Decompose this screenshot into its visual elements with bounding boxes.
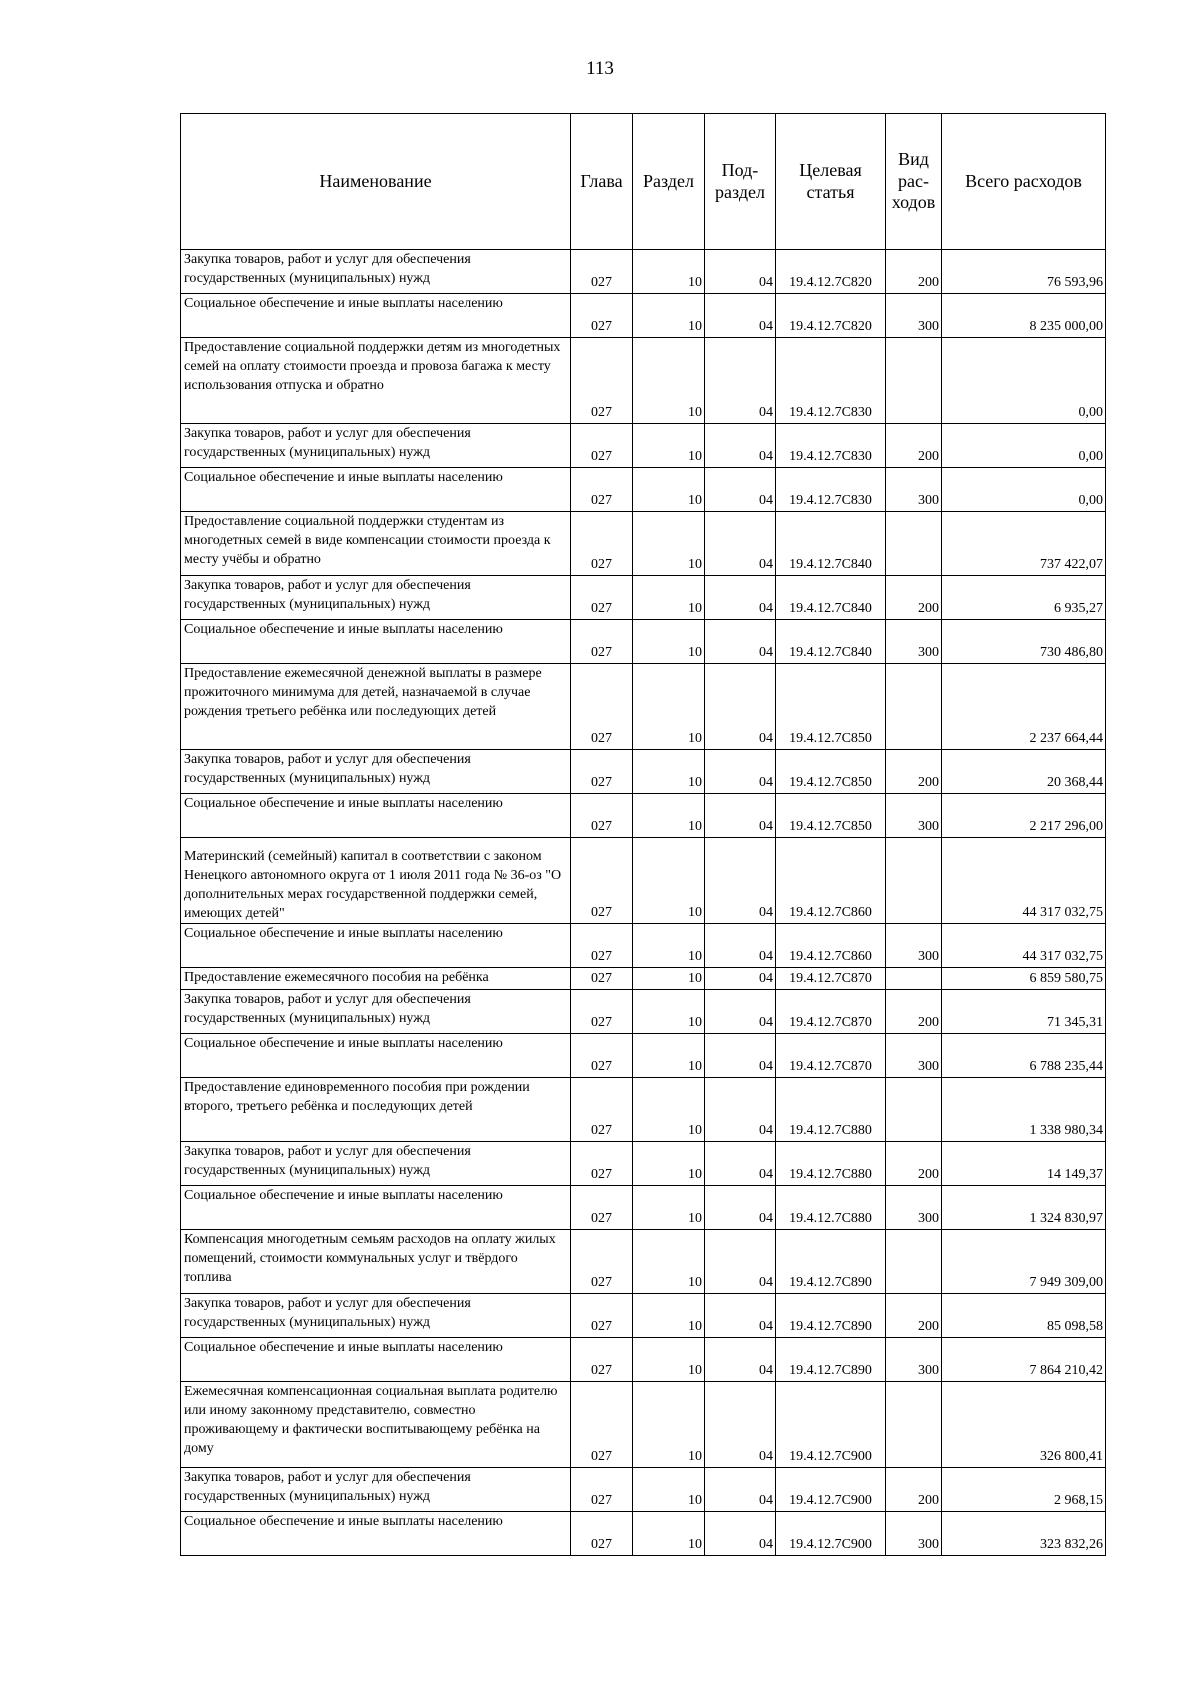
row-total: 14 149,37	[942, 1142, 1106, 1186]
row-expense-type: 300	[886, 1512, 942, 1556]
row-article: 19.4.12.7С850	[776, 750, 886, 794]
table-row	[181, 750, 1106, 794]
table-row	[181, 1382, 1106, 1468]
row-total: 7 864 210,42	[942, 1338, 1106, 1382]
row-total: 1 324 830,97	[942, 1186, 1106, 1230]
row-total: 2 217 296,00	[942, 794, 1106, 838]
table-row	[181, 664, 1106, 750]
row-expense-type	[886, 838, 942, 924]
row-name: Ежемесячная компенсационная социальная выплата родителю или иному законному представителю, совместно проживающему и фактически воспитывающему ребёнка на дому	[181, 1382, 571, 1468]
row-chapter: 027	[571, 838, 633, 924]
row-name: Предоставление единовременного пособия при рождении второго, третьего ребёнка и последующих детей	[181, 1078, 571, 1142]
row-section: 10	[633, 990, 705, 1034]
row-subsection: 04	[705, 838, 776, 924]
row-expense-type: 200	[886, 250, 942, 294]
row-chapter: 027	[571, 1142, 633, 1186]
row-expense-type: 300	[886, 620, 942, 664]
row-chapter: 027	[571, 1230, 633, 1294]
row-name: Компенсация многодетным семьям расходов на оплату жилых помещений, стоимости коммунальных услуг и твёрдого топлива	[181, 1230, 571, 1294]
row-chapter: 027	[571, 338, 633, 424]
row-name: Социальное обеспечение и иные выплаты населению	[181, 1186, 571, 1230]
row-article: 19.4.12.7С840	[776, 620, 886, 664]
row-expense-type	[886, 512, 942, 576]
row-total: 71 345,31	[942, 990, 1106, 1034]
row-section: 10	[633, 1078, 705, 1142]
table-row	[181, 990, 1106, 1034]
row-article: 19.4.12.7С840	[776, 512, 886, 576]
row-subsection: 04	[705, 1078, 776, 1142]
row-expense-type	[886, 1382, 942, 1468]
row-article: 19.4.12.7С830	[776, 338, 886, 424]
row-section: 10	[633, 794, 705, 838]
row-chapter: 027	[571, 1034, 633, 1078]
header-expense-type: Вид рас- ходов	[886, 114, 942, 250]
row-article: 19.4.12.7С820	[776, 250, 886, 294]
row-name: Социальное обеспечение и иные выплаты населению	[181, 1034, 571, 1078]
row-section: 10	[633, 1382, 705, 1468]
row-subsection: 04	[705, 1034, 776, 1078]
row-name: Предоставление социальной поддержки студентам из многодетных семей в виде компенсации стоимости проезда к месту учёбы и обратно	[181, 512, 571, 576]
row-expense-type	[886, 1230, 942, 1294]
row-expense-type: 300	[886, 924, 942, 968]
row-subsection: 04	[705, 924, 776, 968]
row-article: 19.4.12.7С850	[776, 794, 886, 838]
row-expense-type	[886, 338, 942, 424]
row-total: 6 859 580,75	[942, 968, 1106, 990]
row-subsection: 04	[705, 512, 776, 576]
row-subsection: 04	[705, 620, 776, 664]
row-total: 76 593,96	[942, 250, 1106, 294]
row-section: 10	[633, 1186, 705, 1230]
row-chapter: 027	[571, 1382, 633, 1468]
row-total: 2 968,15	[942, 1468, 1106, 1512]
row-article: 19.4.12.7С900	[776, 1512, 886, 1556]
row-total: 6 935,27	[942, 576, 1106, 620]
row-article: 19.4.12.7С890	[776, 1230, 886, 1294]
row-subsection: 04	[705, 424, 776, 468]
row-total: 44 317 032,75	[942, 838, 1106, 924]
row-name: Закупка товаров, работ и услуг для обеспечения государственных (муниципальных) нужд	[181, 990, 571, 1034]
row-expense-type: 200	[886, 1468, 942, 1512]
row-name: Предоставление социальной поддержки детям из многодетных семей на оплату стоимости проезда и провоза багажа к месту использования отпуска и обратно	[181, 338, 571, 424]
header-chapter: Глава	[571, 114, 633, 250]
header-subsection: Под- раздел	[705, 114, 776, 250]
row-section: 10	[633, 750, 705, 794]
row-total: 326 800,41	[942, 1382, 1106, 1468]
row-chapter: 027	[571, 968, 633, 990]
table-row	[181, 1468, 1106, 1512]
table-row	[181, 924, 1106, 968]
row-section: 10	[633, 468, 705, 512]
row-expense-type: 300	[886, 1186, 942, 1230]
table-row	[181, 1034, 1106, 1078]
table-row	[181, 424, 1106, 468]
table-row	[181, 1078, 1106, 1142]
row-expense-type: 300	[886, 794, 942, 838]
table-row	[181, 968, 1106, 990]
row-subsection: 04	[705, 1468, 776, 1512]
row-article: 19.4.12.7С860	[776, 924, 886, 968]
row-total: 730 486,80	[942, 620, 1106, 664]
row-article: 19.4.12.7С900	[776, 1382, 886, 1468]
row-name: Закупка товаров, работ и услуг для обеспечения государственных (муниципальных) нужд	[181, 424, 571, 468]
row-article: 19.4.12.7С820	[776, 294, 886, 338]
row-expense-type: 200	[886, 576, 942, 620]
row-chapter: 027	[571, 794, 633, 838]
table-row	[181, 338, 1106, 424]
table-row	[181, 620, 1106, 664]
row-name: Социальное обеспечение и иные выплаты населению	[181, 468, 571, 512]
row-article: 19.4.12.7С880	[776, 1142, 886, 1186]
row-name: Закупка товаров, работ и услуг для обеспечения государственных (муниципальных) нужд	[181, 576, 571, 620]
row-section: 10	[633, 1142, 705, 1186]
row-chapter: 027	[571, 576, 633, 620]
budget-table	[180, 113, 1106, 1556]
row-chapter: 027	[571, 750, 633, 794]
row-section: 10	[633, 1034, 705, 1078]
row-name: Закупка товаров, работ и услуг для обеспечения государственных (муниципальных) нужд	[181, 250, 571, 294]
row-name: Предоставление ежемесячной денежной выплаты в размере прожиточного минимума для детей, назначаемой в случае рождения третьего ребёнка или последующих детей	[181, 664, 571, 750]
header-total: Всего расходов	[942, 114, 1106, 250]
row-total: 8 235 000,00	[942, 294, 1106, 338]
row-name: Закупка товаров, работ и услуг для обеспечения государственных (муниципальных) нужд	[181, 1294, 571, 1338]
row-chapter: 027	[571, 1512, 633, 1556]
row-name: Социальное обеспечение и иные выплаты населению	[181, 294, 571, 338]
row-article: 19.4.12.7С830	[776, 468, 886, 512]
row-expense-type: 200	[886, 1142, 942, 1186]
row-subsection: 04	[705, 338, 776, 424]
row-subsection: 04	[705, 1142, 776, 1186]
row-expense-type	[886, 968, 942, 990]
row-expense-type	[886, 1078, 942, 1142]
row-name: Закупка товаров, работ и услуг для обеспечения государственных (муниципальных) нужд	[181, 750, 571, 794]
row-section: 10	[633, 1230, 705, 1294]
table-header-row	[181, 114, 1106, 250]
table-row	[181, 1186, 1106, 1230]
row-subsection: 04	[705, 990, 776, 1034]
row-total: 85 098,58	[942, 1294, 1106, 1338]
row-section: 10	[633, 1512, 705, 1556]
table-row	[181, 794, 1106, 838]
row-expense-type: 300	[886, 1034, 942, 1078]
table-row	[181, 1294, 1106, 1338]
row-chapter: 027	[571, 1294, 633, 1338]
row-article: 19.4.12.7С880	[776, 1186, 886, 1230]
row-subsection: 04	[705, 794, 776, 838]
row-chapter: 027	[571, 1468, 633, 1512]
row-chapter: 027	[571, 1338, 633, 1382]
header-target-article: Целевая статья	[776, 114, 886, 250]
row-article: 19.4.12.7С900	[776, 1468, 886, 1512]
row-name: Социальное обеспечение и иные выплаты населению	[181, 1512, 571, 1556]
row-total: 0,00	[942, 338, 1106, 424]
row-section: 10	[633, 838, 705, 924]
table-row	[181, 512, 1106, 576]
row-chapter: 027	[571, 664, 633, 750]
row-section: 10	[633, 576, 705, 620]
header-name: Наименование	[181, 114, 571, 250]
row-section: 10	[633, 294, 705, 338]
row-name: Социальное обеспечение и иные выплаты населению	[181, 620, 571, 664]
row-chapter: 027	[571, 424, 633, 468]
row-section: 10	[633, 338, 705, 424]
header-section: Раздел	[633, 114, 705, 250]
row-section: 10	[633, 424, 705, 468]
table-row	[181, 838, 1106, 924]
row-expense-type: 300	[886, 294, 942, 338]
row-section: 10	[633, 1468, 705, 1512]
row-subsection: 04	[705, 1230, 776, 1294]
row-section: 10	[633, 664, 705, 750]
row-chapter: 027	[571, 1078, 633, 1142]
row-section: 10	[633, 1338, 705, 1382]
row-name: Социальное обеспечение и иные выплаты населению	[181, 924, 571, 968]
row-subsection: 04	[705, 250, 776, 294]
row-total: 737 422,07	[942, 512, 1106, 576]
row-article: 19.4.12.7С870	[776, 968, 886, 990]
row-expense-type	[886, 664, 942, 750]
row-name: Материнский (семейный) капитал в соответствии с законом Ненецкого автономного округа от 1 июля 2011 года № 36-оз "О дополнительных мерах государственной поддержки семей, имеющих детей"	[181, 838, 571, 924]
row-section: 10	[633, 250, 705, 294]
row-total: 0,00	[942, 468, 1106, 512]
table-row	[181, 576, 1106, 620]
row-section: 10	[633, 512, 705, 576]
row-article: 19.4.12.7С830	[776, 424, 886, 468]
row-article: 19.4.12.7С870	[776, 990, 886, 1034]
row-expense-type: 200	[886, 990, 942, 1034]
row-name: Закупка товаров, работ и услуг для обеспечения государственных (муниципальных) нужд	[181, 1142, 571, 1186]
row-total: 7 949 309,00	[942, 1230, 1106, 1294]
row-total: 44 317 032,75	[942, 924, 1106, 968]
row-expense-type: 300	[886, 1338, 942, 1382]
row-total: 2 237 664,44	[942, 664, 1106, 750]
row-total: 1 338 980,34	[942, 1078, 1106, 1142]
row-subsection: 04	[705, 1382, 776, 1468]
table-row	[181, 250, 1106, 294]
row-subsection: 04	[705, 968, 776, 990]
row-subsection: 04	[705, 1294, 776, 1338]
row-chapter: 027	[571, 620, 633, 664]
row-subsection: 04	[705, 468, 776, 512]
row-subsection: 04	[705, 1186, 776, 1230]
row-subsection: 04	[705, 664, 776, 750]
page-number: 113	[586, 58, 614, 79]
table-row	[181, 294, 1106, 338]
row-section: 10	[633, 620, 705, 664]
row-chapter: 027	[571, 512, 633, 576]
row-article: 19.4.12.7С870	[776, 1034, 886, 1078]
row-total: 6 788 235,44	[942, 1034, 1106, 1078]
row-name: Предоставление ежемесячного пособия на ребёнка	[181, 968, 571, 990]
row-chapter: 027	[571, 1186, 633, 1230]
row-chapter: 027	[571, 250, 633, 294]
row-article: 19.4.12.7С890	[776, 1338, 886, 1382]
row-name: Социальное обеспечение и иные выплаты населению	[181, 1338, 571, 1382]
row-subsection: 04	[705, 1512, 776, 1556]
row-chapter: 027	[571, 990, 633, 1034]
row-article: 19.4.12.7С860	[776, 838, 886, 924]
row-section: 10	[633, 968, 705, 990]
row-article: 19.4.12.7С840	[776, 576, 886, 620]
row-chapter: 027	[571, 924, 633, 968]
row-article: 19.4.12.7С890	[776, 1294, 886, 1338]
row-expense-type: 300	[886, 468, 942, 512]
row-section: 10	[633, 924, 705, 968]
row-name: Закупка товаров, работ и услуг для обеспечения государственных (муниципальных) нужд	[181, 1468, 571, 1512]
row-chapter: 027	[571, 468, 633, 512]
row-article: 19.4.12.7С880	[776, 1078, 886, 1142]
row-expense-type: 200	[886, 424, 942, 468]
row-total: 323 832,26	[942, 1512, 1106, 1556]
row-expense-type: 200	[886, 1294, 942, 1338]
row-article: 19.4.12.7С850	[776, 664, 886, 750]
row-chapter: 027	[571, 294, 633, 338]
row-subsection: 04	[705, 576, 776, 620]
row-total: 20 368,44	[942, 750, 1106, 794]
row-expense-type: 200	[886, 750, 942, 794]
table-row	[181, 1230, 1106, 1294]
row-total: 0,00	[942, 424, 1106, 468]
row-subsection: 04	[705, 1338, 776, 1382]
table-row	[181, 1338, 1106, 1382]
row-subsection: 04	[705, 294, 776, 338]
table-row	[181, 1142, 1106, 1186]
row-subsection: 04	[705, 750, 776, 794]
row-section: 10	[633, 1294, 705, 1338]
table-row	[181, 468, 1106, 512]
row-name: Социальное обеспечение и иные выплаты населению	[181, 794, 571, 838]
table-row	[181, 1512, 1106, 1556]
